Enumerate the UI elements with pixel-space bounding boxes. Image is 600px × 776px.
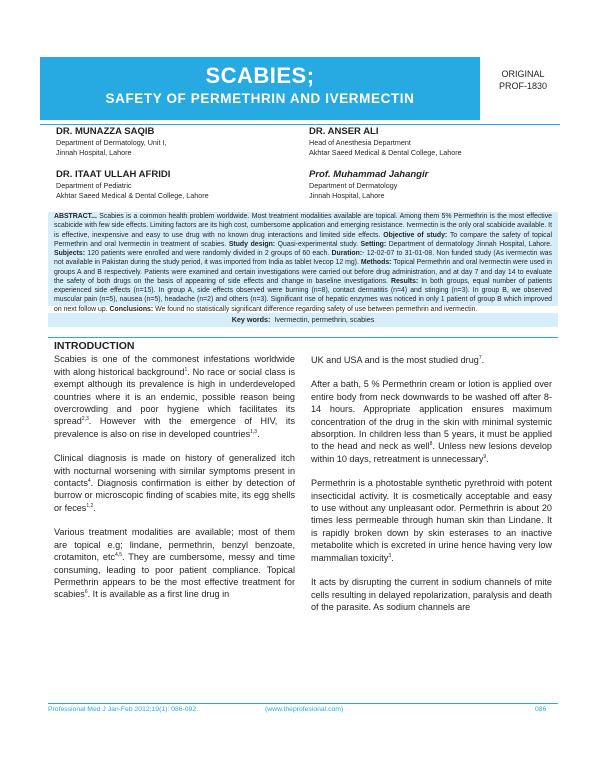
author-name: DR. ITAAT ULLAH AFRIDI: [56, 169, 171, 180]
paragraph: Permethrin is a photostable synthetic pyrethroid with potent insecticidal activity. It is cosmetically acceptable and easy to use without any unpleasant odor. Permethrin is about 20 times less permeable through human skin than Lindane. It is rapidly broken down by skin esterases to an inactive metabolite which is excreted in urine hence having very low mammalian toxicity$^3$.: [311, 478, 552, 563]
conclusions-text: We found no statistically significant difference regarding safety of use between permethrin and ivermectin.: [153, 305, 478, 313]
duration-label: Duration:: [331, 250, 363, 257]
body-rule: [48, 337, 558, 338]
article-code: PROF-1830: [498, 81, 548, 91]
design-label: Study design:: [228, 240, 276, 248]
results-label: Results:: [390, 277, 419, 285]
abstract-box: [48, 212, 558, 313]
objective-text: To compare the safety of topical Permethrin and oral Ivermectin in treatment of scabies.: [54, 231, 552, 248]
methods-text: Topical Permethrin and oral Ivermectin were used in groups A and B respectively. Patients were examined and certain investigations were carried out before drug administration, and at day 7 and day 14 to evaluate the safety of both drugs on the basis of appearing of side effects and change in baseline investigations.: [54, 259, 552, 285]
setting-text: Department of dermatology Jinnah Hospital, Lahore.: [386, 240, 552, 248]
conclusions-label: Conclusions:: [109, 305, 154, 313]
author-affiliation-line: Department of Dermatology: [309, 181, 398, 190]
footer-page-number: 086: [535, 706, 547, 713]
footer-website: (www.theprofesional.com): [265, 706, 344, 713]
article-title: SCABIES;: [205, 63, 315, 88]
author-3: [56, 168, 296, 200]
paragraph: Clinical diagnosis is made on history of generalized itch with nocturnal worsening with similar symptoms present in contacts$^4$. Diagnosis confirmation is either by detection of burrow or microscopic finding of scabies mite, its egg shells or feces$^{1,2}$.: [54, 453, 295, 513]
paragraph: Various treatment modalities are available; most of them are topical e.g; lindane, permethrin, benzyl benzoate, crotamiton, etc$^{4,5}$. They are cumbersome, messy and time consuming, leading to poor patient compliance. Topical Permethrin appears to be the most effective treatment for scabies$^6$. It is available as a first line drug in: [54, 527, 296, 600]
keywords-box: [48, 313, 558, 327]
keywords-label: Key words:: [231, 315, 271, 324]
section-heading-introduction: INTRODUCTION: [54, 340, 135, 352]
paragraph: It acts by disrupting the current in sodium channels of mite cells resulting in delayed repolarization, paralysis and death of the parasite. As sodium channels are: [311, 577, 552, 612]
design-text: Quasi-experimental study.: [275, 240, 361, 248]
body-column-left: [54, 340, 295, 613]
paragraph: Scabies is one of the commonest infestations worldwide with along historical background$^1$. No race or social class is exempt although its prevalence is high in underdeveloped countries where it is an endemic, possible reason being overcrowding and poor hygiene which facilitates its spread$^{2,3}$. However with the emergence of HIV, its prevalence is also on rise in developed countries$^{1,3}$.: [54, 354, 295, 439]
footer-rule: [48, 703, 558, 704]
author-affiliation-line: Akhtar Saeed Medical & Dental College, Lahore: [309, 147, 462, 157]
author-affiliation-line: Head of Anesthesia Department: [309, 138, 411, 147]
duration-text: - 12-02-07 to 31-01-08. Non funded study (As ivermectin was not available in Pakistan during the study period, it was imported from India as tablet Ivecop 12 mg).: [54, 250, 552, 267]
author-affiliation-line: Department of Pediatric: [56, 181, 132, 190]
abstract-label: ABSTRACT...: [54, 213, 97, 220]
author-affiliation-line: Jinnah Hospital, Lahore: [56, 147, 132, 157]
article-type-block: [488, 68, 558, 92]
author-name: Prof. Muhammad Jahangir: [309, 169, 429, 180]
author-affiliation-line: Akhtar Saeed Medical & Dental College, Lahore: [56, 190, 209, 200]
article-subtitle: SAFETY OF PERMETHRIN AND IVERMECTIN: [105, 91, 415, 106]
author-name: DR. ANSER ALI: [309, 126, 379, 137]
author-name: DR. MUNAZZA SAQIB: [56, 126, 155, 137]
body-column-right: [311, 354, 552, 625]
keywords-text: Ivermectin, permethrin, scabies: [274, 315, 375, 324]
abstract-text: Scabies is a common health problem worldwide. Most treatment modalities available are topical. Among them 5% Permethrin is the most effective scabicide with few side effects. Limiting factors are its high cost, cumbersome application and emerging resistance. Ivermectin is the only oral scabicide available. It is effective, inexpensive and easy to use drug with no known drug interactions and limited side effects.: [54, 213, 552, 239]
article-type: ORIGINAL: [501, 69, 545, 79]
title-band: [40, 57, 480, 120]
objective-label: Objective of study:: [383, 231, 448, 239]
subjects-text: 120 patients were enrolled and were randomly divided in 2 groups of 60 each.: [85, 250, 332, 257]
paragraph: UK and USA and is the most studied drug$^7$.: [311, 354, 485, 365]
author-affiliation-line: Jinnah Hospital, Lahore: [309, 190, 385, 200]
methods-label: Methods:: [360, 259, 392, 267]
author-affiliation-line: Department of Dermatology, Unit I,: [56, 138, 167, 147]
setting-label: Setting:: [360, 240, 387, 248]
subjects-label: Subjects:: [54, 250, 86, 257]
results-text: In both groups, equal number of patients experienced side effects (n=15). In group A, side effects observed were burning (n=8), contact dermatitis (n=4) and stinging (n=3). In group B, we observed muscular pain (n=5), nausea (n=5), headache (n=2) and others (n=3). Significant rise of hepatic enzymes was noticed in only 1 patient of group B which improved on next follow up.: [54, 277, 552, 313]
author-2: [309, 125, 559, 157]
paragraph: After a bath, 5 % Permethrin cream or lotion is applied over entire body from neck downwards to be washed off after 8-14 hours. Appropriate application ensures maximum concentration of the drug in the skin with minimal systemic absorption. In children less than 5 years, it must be applied to the head and neck as well$^8$. Unless new lesions develop within 10 days, retreatment is unnecessary$^9$.: [311, 379, 552, 464]
author-4: [309, 168, 559, 200]
author-1: [56, 125, 296, 157]
footer-journal: Professional Med J Jan-Feb 2012;19(1): 086-092.: [48, 706, 198, 713]
